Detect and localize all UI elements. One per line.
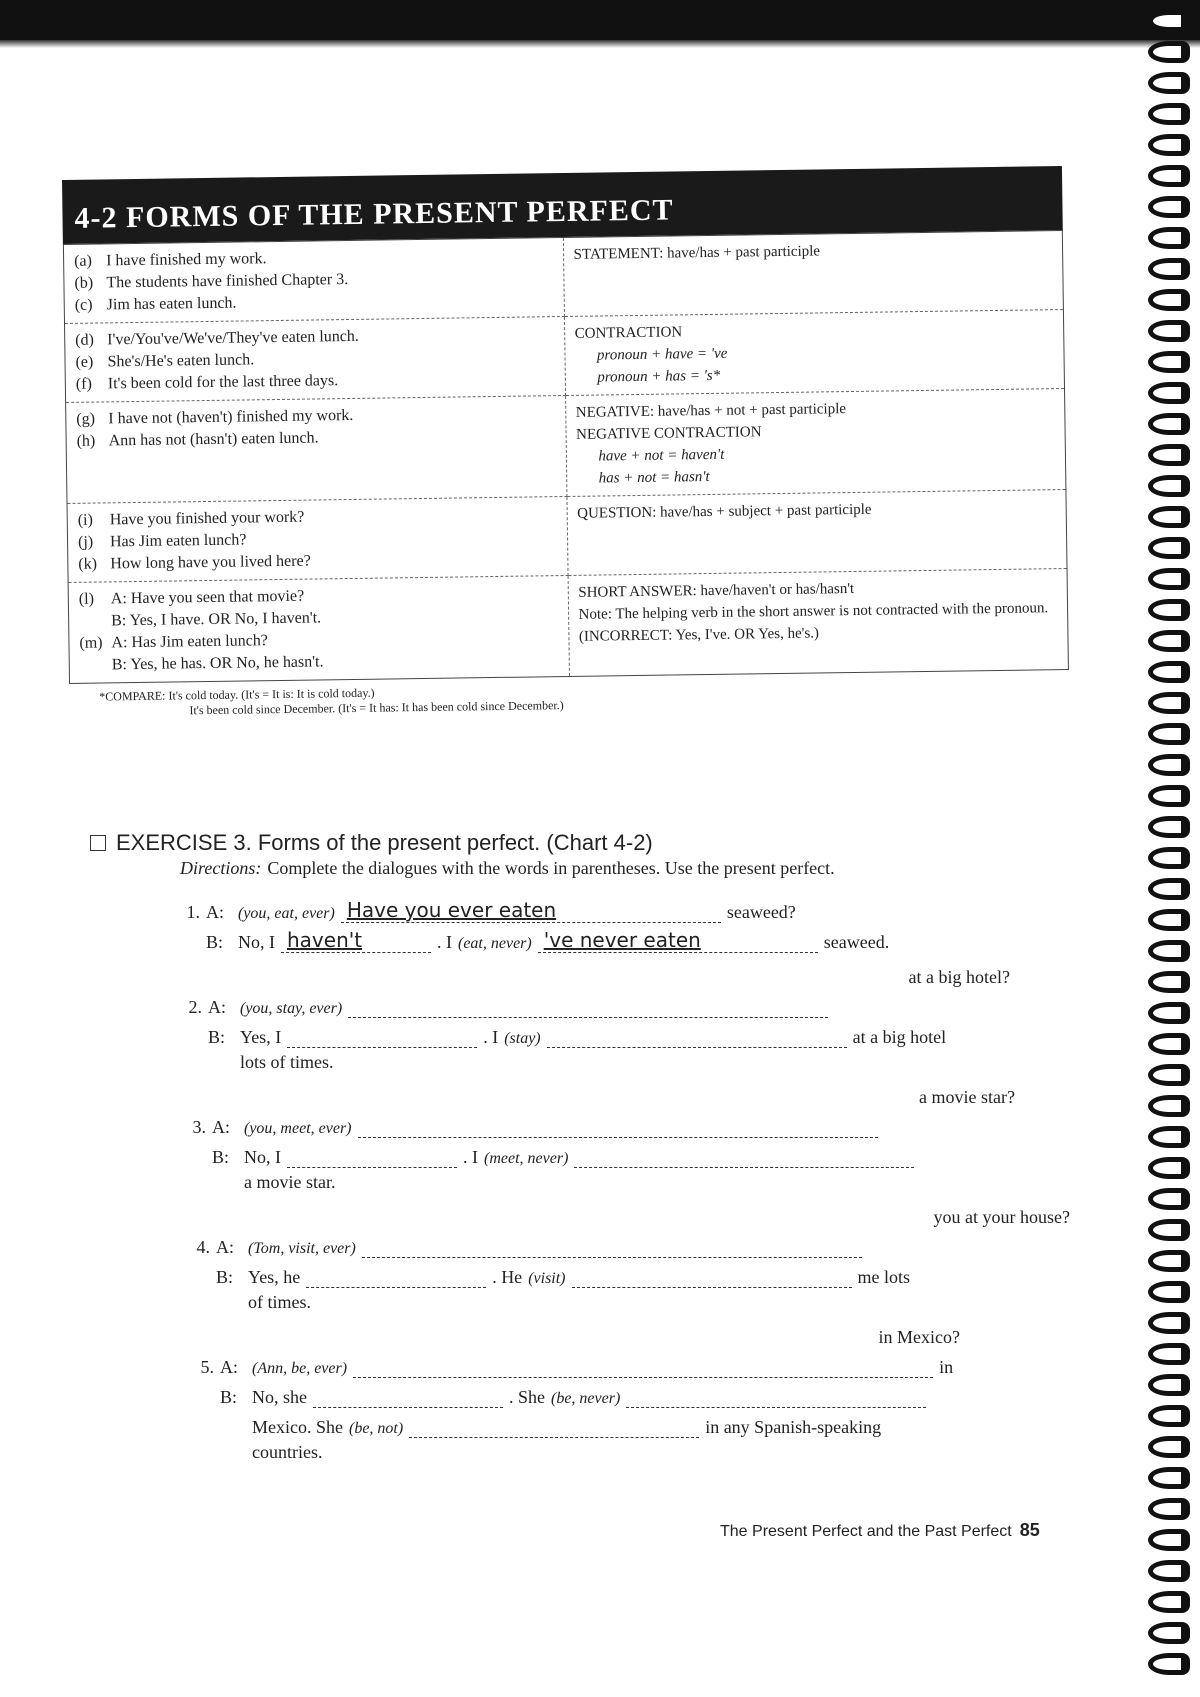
explanation-line: QUESTION: have/has + subject + past participle <box>577 501 872 522</box>
spiral-coil <box>1148 1250 1190 1272</box>
answer-blank[interactable] <box>353 1353 933 1378</box>
answer-blank[interactable] <box>547 1023 847 1048</box>
speaker-a: A: <box>220 1357 238 1377</box>
running-title: The Present Perfect and the Past Perfect <box>720 1523 1012 1540</box>
spiral-coil <box>1148 1436 1190 1458</box>
speaker-b: B: <box>220 1387 238 1407</box>
item-tail: at a big hotel? <box>908 967 1010 987</box>
example-label: (l) <box>78 590 95 608</box>
directions-text: Complete the dialogues with the words in parentheses. Use the present perfect. <box>267 858 835 878</box>
spiral-coil <box>1148 1033 1190 1055</box>
spiral-coil <box>1148 568 1190 590</box>
explanation-line: has + not = hasn't <box>598 468 710 487</box>
example-text: I've/You've/We've/They've eaten lunch. <box>107 327 359 349</box>
spiral-coil <box>1148 537 1190 559</box>
item-text: . I <box>483 1027 499 1047</box>
chart-explanation-cell <box>565 389 1066 497</box>
exercise-checkbox[interactable] <box>90 835 106 851</box>
page-footer <box>720 1520 1040 1541</box>
example-label <box>80 654 112 676</box>
spiral-coil <box>1148 320 1190 342</box>
spiral-coil <box>1148 940 1190 962</box>
spiral-coil <box>1148 134 1190 156</box>
speaker-b: B: <box>212 1147 230 1167</box>
chart-row <box>63 231 1063 324</box>
example-text: B: Yes, I have. OR No, I haven't. <box>111 609 322 630</box>
example-label: (c) <box>74 296 93 314</box>
chart-examples-cell <box>67 496 568 582</box>
item-continuation: lots of times. <box>240 1052 334 1072</box>
spiral-coil <box>1148 103 1190 125</box>
handwritten-answer: haven't <box>287 928 363 952</box>
chart-explanation-cell <box>564 310 1065 396</box>
directions-label: Directions: <box>180 858 262 878</box>
item-continuation: of times. <box>248 1292 311 1312</box>
item-3-line-b <box>176 1138 1070 1168</box>
item-text: . He <box>492 1267 523 1287</box>
item-tail: in any Spanish-speaking <box>705 1417 882 1437</box>
item-3-line-a <box>176 1108 1070 1138</box>
speaker-a: A: <box>216 1237 234 1257</box>
example-text: It's been cold for the last three days. <box>107 372 339 393</box>
spiral-coil <box>1148 506 1190 528</box>
explanation-line: (INCORRECT: Yes, I've. OR Yes, he's.) <box>578 625 820 645</box>
spiral-coil <box>1148 847 1190 869</box>
answer-blank[interactable] <box>574 1143 914 1168</box>
example-text: She's/He's eaten lunch. <box>107 351 255 371</box>
item-tail: in <box>939 1357 954 1377</box>
spiral-coil <box>1148 599 1190 621</box>
answer-blank[interactable] <box>409 1413 699 1438</box>
chart-examples-cell <box>63 238 564 324</box>
item-1-line-a <box>170 893 1070 923</box>
example-text: I have finished my work. <box>106 250 267 270</box>
example-text: How long have you lived here? <box>110 552 311 573</box>
example-text: The students have finished Chapter 3. <box>106 271 349 292</box>
example-label: (k) <box>78 555 98 573</box>
answer-blank[interactable] <box>341 898 721 923</box>
spiral-coil <box>1148 475 1190 497</box>
item-continuation: countries. <box>252 1442 323 1462</box>
footnote-line-2: It's been cold since December. (It's = It has: It has been cold since December.) <box>189 698 564 718</box>
chart-explanation-cell <box>568 569 1069 677</box>
explanation-line: pronoun + has = 's* <box>597 367 721 386</box>
spiral-coil <box>1148 661 1190 683</box>
item-tail: seaweed. <box>823 932 890 952</box>
example-label: (e) <box>75 353 94 371</box>
explanation-line: SHORT ANSWER: have/haven't or has/hasn't <box>578 580 855 601</box>
spiral-coil <box>1148 1405 1190 1427</box>
explanation-line: NEGATIVE: have/has + not + past participle <box>575 401 847 421</box>
chart-explanation-cell <box>563 231 1064 317</box>
handwritten-answer: 've never eaten <box>543 928 701 952</box>
item-hint: (you, eat, ever) <box>238 905 335 922</box>
item-text: . She <box>509 1387 545 1407</box>
spiral-coil <box>1148 1064 1190 1086</box>
exercise-item-2 <box>172 967 1070 1073</box>
example-text: A: Has Jim eaten lunch? <box>111 632 268 652</box>
example-text: B: Yes, he has. OR No, he hasn't. <box>111 653 324 674</box>
item-2-line-b <box>172 1018 1070 1048</box>
example-text: I have not (haven't) finished my work. <box>108 406 354 428</box>
chart-examples-cell <box>66 395 567 503</box>
item-4-line-b <box>180 1258 1070 1288</box>
answer-blank[interactable] <box>538 928 818 953</box>
spiral-coil <box>1148 1529 1190 1551</box>
chart-row <box>68 569 1068 684</box>
spiral-coil <box>1148 351 1190 373</box>
item-5-line-a <box>184 1348 1070 1378</box>
spiral-coil <box>1148 1095 1190 1117</box>
spiral-binding <box>1130 10 1200 1690</box>
item-5-line-b <box>184 1378 1070 1408</box>
page-number: 85 <box>1019 1520 1040 1540</box>
spiral-coil <box>1148 72 1190 94</box>
spiral-coil <box>1148 1002 1190 1024</box>
item-5-line-c <box>184 1408 1070 1438</box>
chart-row <box>65 310 1065 403</box>
answer-blank[interactable] <box>281 928 431 953</box>
explanation-line: NEGATIVE CONTRACTION <box>575 424 762 443</box>
chart-row <box>67 490 1067 583</box>
answer-blank[interactable] <box>287 1023 477 1048</box>
example-text: Have you finished your work? <box>109 508 305 529</box>
answer-blank[interactable] <box>348 993 828 1018</box>
item-hint: (meet, never) <box>484 1150 569 1167</box>
item-tail: in Mexico? <box>878 1327 960 1347</box>
example-text: Jim has eaten lunch. <box>106 294 237 314</box>
chart-row <box>66 389 1066 504</box>
item-tail: seaweed? <box>726 902 796 922</box>
explanation-line: have + not = haven't <box>598 446 725 465</box>
item-tail: at a big hotel <box>852 1027 947 1047</box>
spiral-coil <box>1148 289 1190 311</box>
page-top-edge <box>0 0 1200 40</box>
item-hint: (visit) <box>528 1270 566 1287</box>
item-text: No, I <box>238 932 275 952</box>
item-hint: (you, meet, ever) <box>244 1120 352 1137</box>
item-4-line-a <box>180 1228 1070 1258</box>
item-tail: you at your house? <box>933 1207 1070 1227</box>
item-continuation: a movie star. <box>244 1172 336 1192</box>
item-2-line-a <box>172 988 1070 1018</box>
spiral-coil <box>1148 41 1190 63</box>
speaker-b: B: <box>208 1027 226 1047</box>
example-label: (f) <box>75 375 92 393</box>
spiral-coil <box>1148 1126 1190 1148</box>
spiral-coil <box>1148 196 1190 218</box>
exercise-title-row <box>90 830 1070 856</box>
spiral-coil <box>1148 754 1190 776</box>
answer-blank[interactable] <box>626 1383 926 1408</box>
chart-explanation-cell <box>566 490 1067 576</box>
spiral-coil <box>1148 816 1190 838</box>
item-1-line-b <box>170 923 1070 953</box>
answer-blank[interactable] <box>287 1143 457 1168</box>
item-number: 4. <box>196 1237 210 1257</box>
spiral-coil <box>1148 165 1190 187</box>
spiral-coil <box>1148 1374 1190 1396</box>
exercise-title: EXERCISE 3. Forms of the present perfect. (Chart 4-2) <box>116 830 653 855</box>
example-text: Has Jim eaten lunch? <box>109 531 247 551</box>
example-label <box>79 610 111 632</box>
answer-blank[interactable] <box>306 1263 486 1288</box>
exercise-item-1 <box>170 893 1070 953</box>
spiral-coil <box>1148 382 1190 404</box>
grammar-chart <box>62 166 1069 720</box>
item-text: Mexico. She <box>252 1417 343 1437</box>
answer-blank[interactable] <box>313 1383 503 1408</box>
example-label: (g) <box>76 410 96 428</box>
exercise-item-3 <box>176 1087 1070 1193</box>
item-text: . I <box>463 1147 478 1167</box>
item-hint: (be, not) <box>348 1420 404 1437</box>
spiral-coil <box>1148 971 1190 993</box>
handwritten-answer: Have you ever eaten <box>346 898 557 922</box>
spiral-coil <box>1148 227 1190 249</box>
explanation-line: Note: The helping verb in the short answer is not contracted with the pronoun. <box>578 600 1049 623</box>
spiral-coil <box>1148 1467 1190 1489</box>
example-text: A: Have you seen that movie? <box>110 587 305 608</box>
example-label: (d) <box>75 331 95 349</box>
spiral-coil <box>1148 878 1190 900</box>
explanation-line: STATEMENT: have/has + past participle <box>573 243 821 263</box>
item-tail: me lots <box>857 1267 911 1287</box>
speaker-a: A: <box>208 997 226 1017</box>
chart-examples-cell <box>68 575 569 683</box>
item-text: Yes, he <box>248 1267 301 1287</box>
exercise-item-5 <box>184 1327 1070 1463</box>
exercise-directions <box>90 858 1070 879</box>
speaker-b: B: <box>206 932 224 952</box>
spiral-coil <box>1148 10 1190 32</box>
item-hint: (Ann, be, ever) <box>252 1360 348 1377</box>
exercise-item-4 <box>180 1207 1070 1313</box>
spiral-coil <box>1148 1622 1190 1644</box>
chart-table <box>63 230 1069 684</box>
spiral-coil <box>1148 630 1190 652</box>
example-text: Ann has not (hasn't) eaten lunch. <box>108 429 319 450</box>
spiral-coil <box>1148 1343 1190 1365</box>
speaker-a: A: <box>212 1117 230 1137</box>
item-number: 2. <box>188 997 202 1017</box>
page-top-shadow <box>0 40 1200 48</box>
example-label: (m) <box>79 634 103 652</box>
spiral-coil <box>1148 413 1190 435</box>
spiral-coil <box>1148 1157 1190 1179</box>
item-text: No, she <box>252 1387 307 1407</box>
explanation-line: CONTRACTION <box>574 324 683 342</box>
item-tail: a movie star? <box>919 1087 1015 1107</box>
spiral-coil <box>1148 1312 1190 1334</box>
chart-footnote <box>69 676 1069 720</box>
spiral-coil <box>1148 785 1190 807</box>
spiral-coil <box>1148 1560 1190 1582</box>
answer-blank[interactable] <box>358 1113 878 1138</box>
speaker-b: B: <box>216 1267 234 1287</box>
chart-title: 4-2 FORMS OF THE PRESENT PERFECT <box>74 193 674 235</box>
item-number: 3. <box>192 1117 206 1137</box>
spiral-coil <box>1148 444 1190 466</box>
spiral-coil <box>1148 1498 1190 1520</box>
item-hint: (be, never) <box>551 1390 621 1407</box>
item-text: No, I <box>244 1147 281 1167</box>
item-hint: (Tom, visit, ever) <box>248 1240 356 1257</box>
answer-blank[interactable] <box>362 1233 862 1258</box>
spiral-coil <box>1148 1281 1190 1303</box>
answer-blank[interactable] <box>572 1263 852 1288</box>
item-hint: (stay) <box>504 1030 541 1047</box>
footnote-line-1: *COMPARE: It's cold today. (It's = It is: It is cold today.) <box>99 685 375 704</box>
example-label: (h) <box>76 432 96 450</box>
speaker-a: A: <box>206 902 224 922</box>
spiral-coil <box>1148 1591 1190 1613</box>
example-label: (b) <box>74 274 94 292</box>
item-number: 1. <box>186 902 200 922</box>
example-label: (a) <box>74 252 93 270</box>
example-label: (j) <box>77 533 94 551</box>
spiral-coil <box>1148 1653 1190 1675</box>
spiral-coil <box>1148 692 1190 714</box>
example-label: (i) <box>77 511 93 529</box>
spiral-coil <box>1148 1219 1190 1241</box>
chart-examples-cell <box>65 317 566 403</box>
spiral-coil <box>1148 1188 1190 1210</box>
item-number: 5. <box>200 1357 214 1377</box>
exercise-3 <box>90 830 1070 1463</box>
item-text: . I <box>437 932 452 952</box>
item-hint: (eat, never) <box>458 935 532 952</box>
explanation-line: pronoun + have = 've <box>596 345 728 364</box>
spiral-coil <box>1148 909 1190 931</box>
spiral-coil <box>1148 723 1190 745</box>
item-hint: (you, stay, ever) <box>240 1000 343 1017</box>
spiral-coil <box>1148 258 1190 280</box>
item-text: Yes, I <box>240 1027 282 1047</box>
